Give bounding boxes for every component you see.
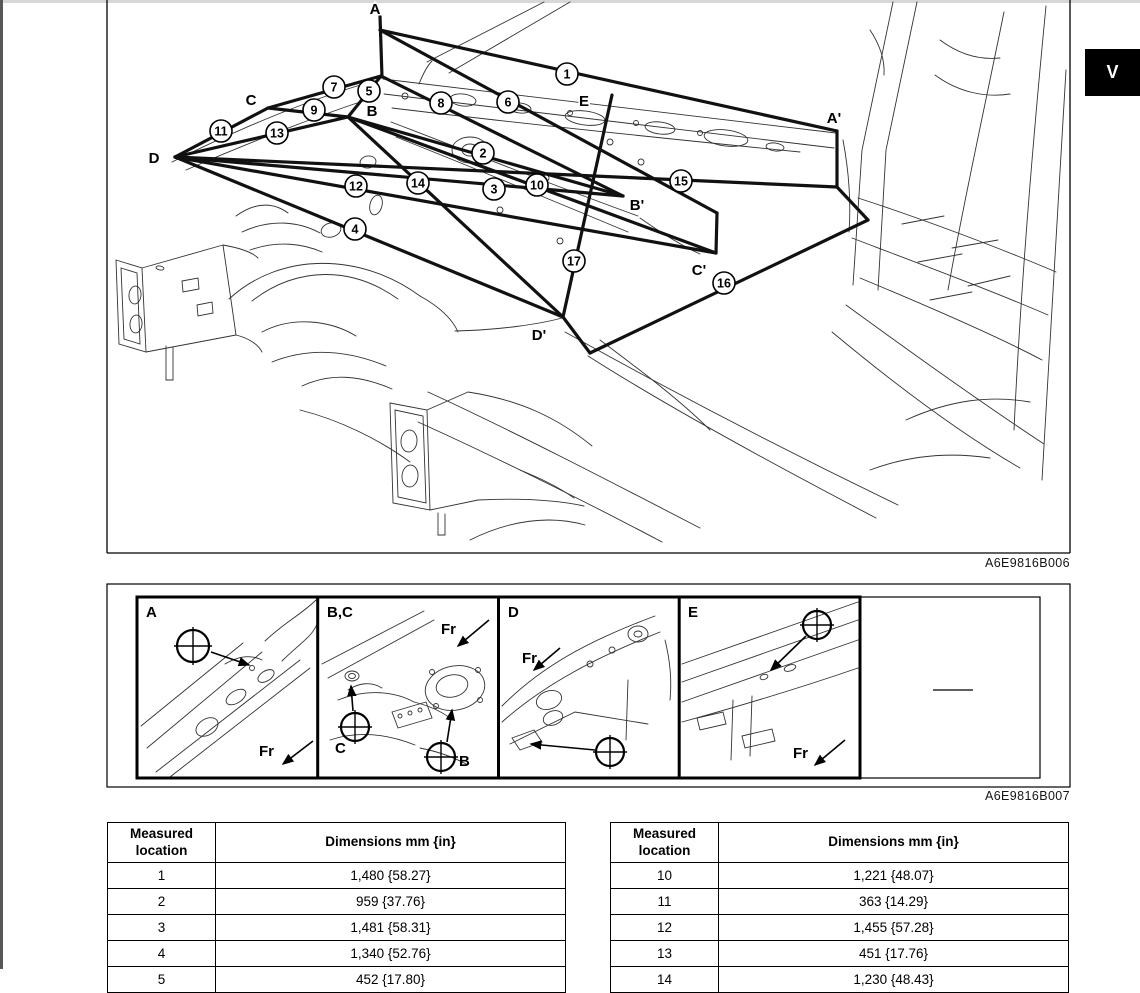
measured-location-cell: 2 [108,889,216,915]
measurement-number: 16 [717,276,731,291]
measured-location-cell: 10 [611,863,719,889]
table-row [108,941,566,967]
measured-location-cell: 12 [611,915,719,941]
target-mark-icon [174,627,212,665]
table-header-row [108,823,566,863]
table-row [611,863,1069,889]
measurement-callout [713,272,735,294]
window-left-edge [0,0,3,969]
measurement-number: 14 [411,176,425,191]
table-row [108,863,566,889]
figure2-caption: A6E9816B007 [984,789,1070,803]
measurement-number: 15 [674,174,688,189]
detail-panel-labels [146,604,808,770]
table-row [611,941,1069,967]
table-row [611,967,1069,993]
pointer-arrow [283,741,313,764]
target-mark-icon [338,710,372,744]
measurement-callout [563,250,585,272]
table-header-cell: Dimensions mm {in} [216,823,566,863]
table-row [611,889,1069,915]
dimension-cell: 1,221 {48.07} [719,863,1069,889]
pointer-arrow [531,744,595,750]
measurement-callout [483,178,505,200]
point-label: B [366,103,378,120]
point-label: C' [691,262,707,279]
point-label: D [148,150,160,167]
table-row [108,967,566,993]
measurement-number: 12 [349,179,363,194]
measured-location-cell: 11 [611,889,719,915]
measurement-number: 8 [437,96,445,111]
fr-label-bc: Fr [441,621,456,638]
point-label: A [369,1,381,18]
table-row [108,915,566,941]
measurement-number: 10 [530,178,544,193]
fr-label-d: Fr [522,650,537,667]
dimension-cell: 1,481 {58.31} [216,915,566,941]
dimension-cell: 1,455 {57.28} [719,915,1069,941]
measurement-callout [323,76,345,98]
section-tab-v: V [1085,49,1140,96]
table-header-cell: Measured location [108,823,216,863]
measurement-callout [358,80,380,102]
dimension-cell: 1,230 {48.43} [719,967,1069,993]
table-header-cell: Measured location [611,823,719,863]
mark-c-label: C [335,740,346,757]
panel-a-label: A [146,604,157,621]
target-mark-icon [424,740,458,774]
measurement-callout [430,92,452,114]
mark-b-label: B [459,753,470,770]
measurement-number: 11 [214,124,228,139]
dimension-cell: 452 {17.80} [216,967,566,993]
figure1-border [107,0,1070,553]
measured-location-cell: 13 [611,941,719,967]
point-label: E [578,93,590,110]
measurement-number: 1 [563,67,571,82]
target-mark-icon [593,735,627,769]
pointer-arrow [351,686,353,711]
measurement-number: 4 [351,222,359,237]
measurement-number: 9 [310,103,318,118]
measured-location-cell: 3 [108,915,216,941]
measured-location-cell: 5 [108,967,216,993]
point-label: A' [826,110,842,127]
panel-bc-label: B,C [327,604,353,621]
measured-location-cell: 14 [611,967,719,993]
measurement-number: 3 [490,182,498,197]
measurement-number: 13 [270,126,284,141]
pointer-arrow [447,710,452,742]
measurement-callout [497,91,519,113]
measurement-number: 7 [330,80,338,95]
fr-label-e: Fr [793,745,808,762]
figure2-border [107,584,1070,787]
point-label: D' [531,327,547,344]
table-header-cell: Dimensions mm {in} [719,823,1069,863]
dimension-cell: 1,340 {52.76} [216,941,566,967]
point-label: C [245,92,257,109]
measurement-number: 6 [504,95,512,110]
measurement-number: 17 [567,254,581,269]
measurement-callout [670,170,692,192]
dimension-cell: 959 {37.76} [216,889,566,915]
measurement-callout [210,120,232,142]
dimension-cell: 1,480 {58.27} [216,863,566,889]
dimension-cell: 363 {14.29} [719,889,1069,915]
pointer-arrow [458,620,489,646]
table-row [611,915,1069,941]
vehicle-body-sketch [116,2,1066,777]
panel-d-label: D [508,604,519,621]
measured-location-cell: 1 [108,863,216,889]
measurement-callout [344,218,366,240]
measurement-number: 5 [365,84,373,99]
pointer-arrow [815,740,845,765]
measurement-callout [526,174,548,196]
measurement-callout [556,63,578,85]
measured-location-cell: 4 [108,941,216,967]
table-row [108,889,566,915]
measurement-callout [345,175,367,197]
dimensions-table-right [610,822,1069,993]
figure1-caption: A6E9816B006 [984,556,1070,570]
measurement-callout [303,99,325,121]
measurement-callout [472,142,494,164]
dimensions-table-left [107,822,566,993]
measurement-callout [266,122,288,144]
pointer-arrow [534,648,560,670]
point-label: B' [629,197,645,214]
measurement-number: 2 [479,146,487,161]
measurement-callout [407,172,429,194]
dimension-cell: 451 {17.76} [719,941,1069,967]
fr-label-a: Fr [259,743,274,760]
table-header-row [611,823,1069,863]
panel-e-label: E [688,604,699,621]
measurement-lines [175,16,868,353]
